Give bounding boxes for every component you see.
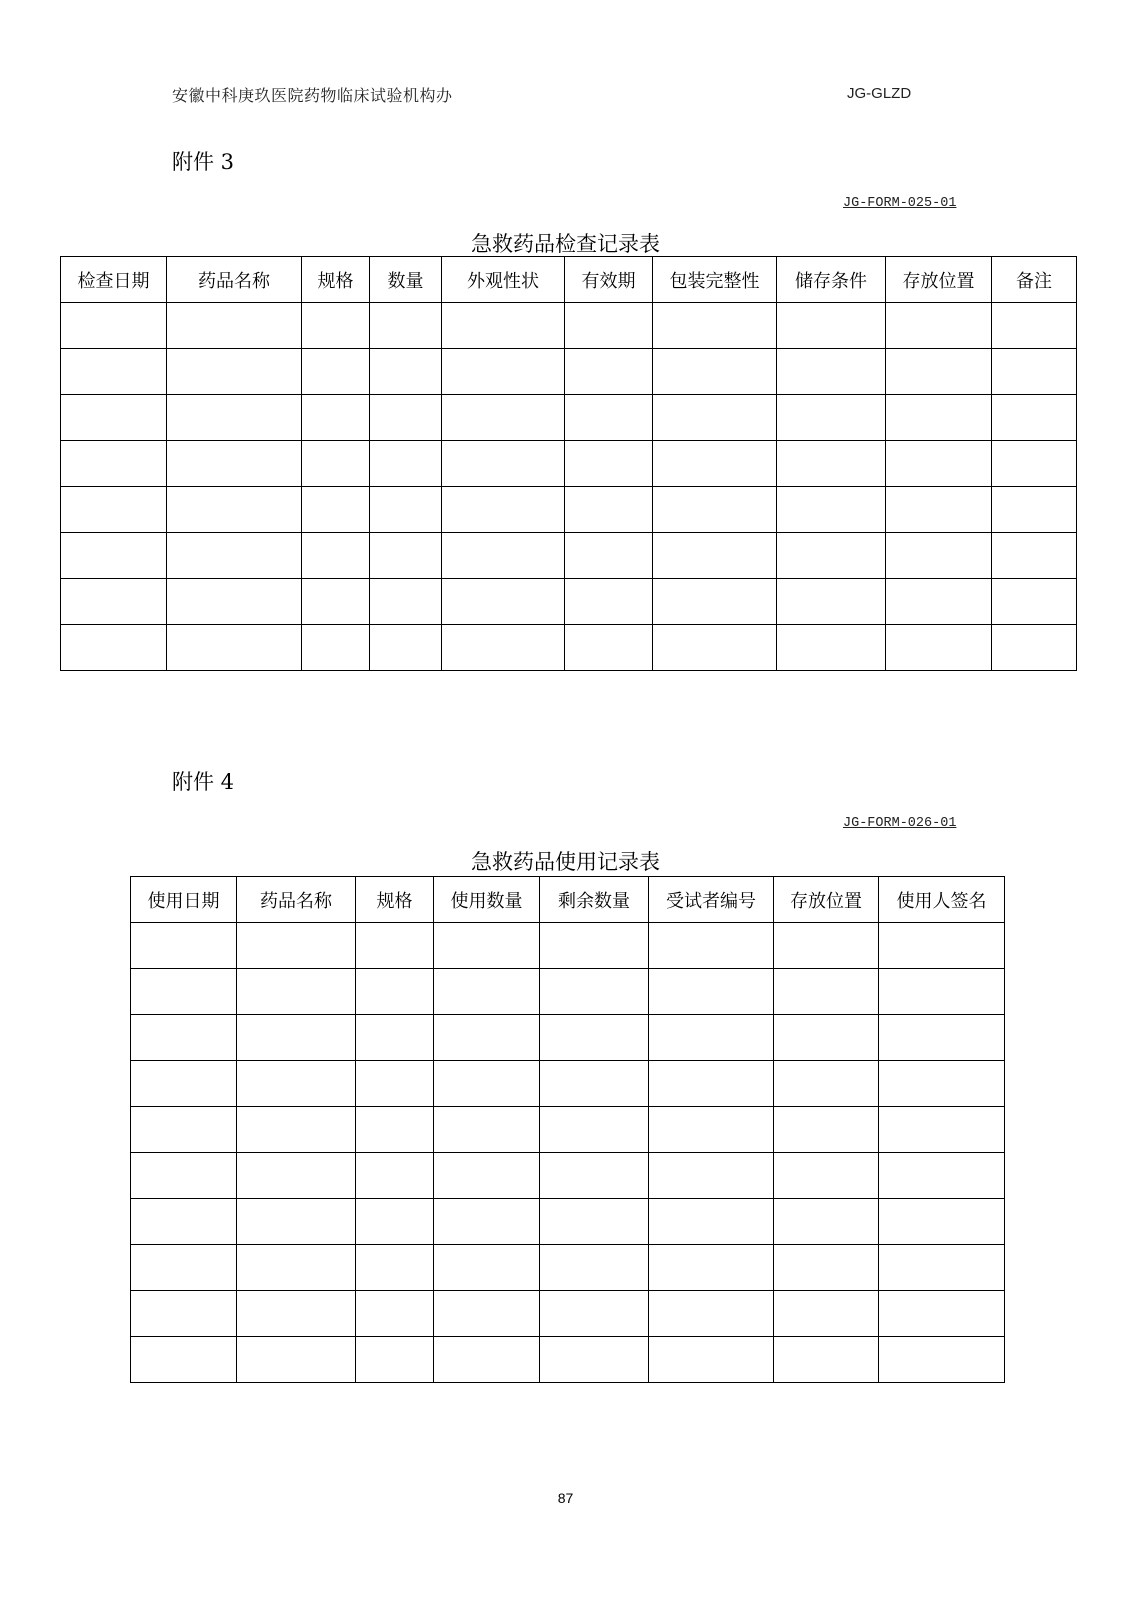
- table-cell[interactable]: [774, 1199, 879, 1245]
- attachment-3-form-code: JG-FORM-025-01: [843, 196, 957, 211]
- table-cell[interactable]: [302, 395, 370, 441]
- table-cell[interactable]: [540, 1107, 649, 1153]
- table-row: [131, 1291, 1005, 1337]
- column-header: 有效期: [565, 257, 653, 303]
- table-cell[interactable]: [61, 533, 167, 579]
- header-organization: 安徽中科庚玖医院药物临床试验机构办: [172, 86, 453, 105]
- table-cell[interactable]: [886, 579, 992, 625]
- table-cell[interactable]: [302, 303, 370, 349]
- table-cell[interactable]: [653, 579, 777, 625]
- table-cell[interactable]: [370, 395, 442, 441]
- table-cell[interactable]: [131, 923, 237, 969]
- table-cell[interactable]: [540, 1015, 649, 1061]
- column-header: 检查日期: [61, 257, 167, 303]
- table-cell[interactable]: [879, 1015, 1005, 1061]
- table-cell[interactable]: [442, 303, 565, 349]
- table-cell[interactable]: [540, 923, 649, 969]
- table-cell[interactable]: [649, 969, 774, 1015]
- table-cell[interactable]: [774, 1337, 879, 1383]
- table-cell[interactable]: [167, 533, 302, 579]
- table-cell[interactable]: [237, 923, 356, 969]
- table-cell[interactable]: [356, 1337, 434, 1383]
- table-header-row: [131, 877, 1005, 923]
- table-cell[interactable]: [653, 303, 777, 349]
- table-cell[interactable]: [992, 303, 1077, 349]
- table-cell[interactable]: [237, 1245, 356, 1291]
- table-cell[interactable]: [649, 1061, 774, 1107]
- table-cell[interactable]: [61, 303, 167, 349]
- table-row: [131, 1061, 1005, 1107]
- table-cell[interactable]: [565, 441, 653, 487]
- table-cell[interactable]: [442, 625, 565, 671]
- column-header: 存放位置: [774, 877, 879, 923]
- table-cell[interactable]: [167, 395, 302, 441]
- table-cell[interactable]: [370, 625, 442, 671]
- table-cell[interactable]: [131, 1153, 237, 1199]
- table-cell[interactable]: [237, 1061, 356, 1107]
- table-cell[interactable]: [649, 1245, 774, 1291]
- table-cell[interactable]: [442, 395, 565, 441]
- table-cell[interactable]: [774, 1291, 879, 1337]
- table-cell[interactable]: [774, 1245, 879, 1291]
- table-cell[interactable]: [879, 1199, 1005, 1245]
- table-cell[interactable]: [237, 969, 356, 1015]
- column-header: 使用人签名: [879, 877, 1005, 923]
- table-cell[interactable]: [237, 1291, 356, 1337]
- table-cell[interactable]: [774, 1061, 879, 1107]
- page-number: 87: [557, 1490, 574, 1506]
- table-cell[interactable]: [879, 969, 1005, 1015]
- table-cell[interactable]: [653, 487, 777, 533]
- attachment-3-title: 急救药品检查记录表: [471, 232, 660, 256]
- table-cell[interactable]: [653, 533, 777, 579]
- table-cell[interactable]: [540, 1337, 649, 1383]
- table-cell[interactable]: [356, 1199, 434, 1245]
- table-row: [61, 487, 1077, 533]
- table-cell[interactable]: [879, 1245, 1005, 1291]
- table-cell[interactable]: [442, 533, 565, 579]
- column-header: 规格: [356, 877, 434, 923]
- table-cell[interactable]: [131, 1199, 237, 1245]
- table-row: [131, 1107, 1005, 1153]
- table-cell[interactable]: [167, 441, 302, 487]
- table-header-row: [61, 257, 1077, 303]
- table-cell[interactable]: [434, 1291, 540, 1337]
- table-cell[interactable]: [302, 487, 370, 533]
- column-header: 剩余数量: [540, 877, 649, 923]
- table-cell[interactable]: [565, 487, 653, 533]
- table-cell[interactable]: [649, 1291, 774, 1337]
- table-cell[interactable]: [565, 395, 653, 441]
- table-cell[interactable]: [777, 625, 886, 671]
- column-header: 储存条件: [777, 257, 886, 303]
- table-cell[interactable]: [167, 579, 302, 625]
- table-cell[interactable]: [131, 1291, 237, 1337]
- table-cell[interactable]: [131, 1337, 237, 1383]
- table-cell[interactable]: [302, 533, 370, 579]
- table-cell[interactable]: [356, 1245, 434, 1291]
- table-cell[interactable]: [992, 625, 1077, 671]
- table-cell[interactable]: [565, 303, 653, 349]
- table-cell[interactable]: [649, 1337, 774, 1383]
- table-cell[interactable]: [777, 303, 886, 349]
- table-cell[interactable]: [302, 579, 370, 625]
- table-cell[interactable]: [777, 533, 886, 579]
- table-cell[interactable]: [992, 579, 1077, 625]
- table-cell[interactable]: [442, 487, 565, 533]
- table-cell[interactable]: [434, 1199, 540, 1245]
- table-cell[interactable]: [61, 395, 167, 441]
- table-cell[interactable]: [370, 349, 442, 395]
- table-cell[interactable]: [356, 1291, 434, 1337]
- table-cell[interactable]: [649, 1153, 774, 1199]
- column-header: 使用数量: [434, 877, 540, 923]
- table-cell[interactable]: [777, 349, 886, 395]
- table-cell[interactable]: [237, 1107, 356, 1153]
- table-cell[interactable]: [540, 1199, 649, 1245]
- table-cell[interactable]: [434, 1015, 540, 1061]
- column-header: 药品名称: [237, 877, 356, 923]
- table-cell[interactable]: [540, 1245, 649, 1291]
- table-cell[interactable]: [886, 303, 992, 349]
- column-header: 数量: [370, 257, 442, 303]
- table-cell[interactable]: [565, 533, 653, 579]
- table-cell[interactable]: [131, 1107, 237, 1153]
- table-cell[interactable]: [434, 923, 540, 969]
- table-cell[interactable]: [167, 487, 302, 533]
- table-cell[interactable]: [886, 349, 992, 395]
- table-cell[interactable]: [61, 349, 167, 395]
- table-cell[interactable]: [434, 1337, 540, 1383]
- table-cell[interactable]: [649, 1107, 774, 1153]
- table-cell[interactable]: [167, 625, 302, 671]
- table-cell[interactable]: [61, 579, 167, 625]
- table-cell[interactable]: [565, 579, 653, 625]
- table-cell[interactable]: [237, 1153, 356, 1199]
- table-cell[interactable]: [434, 1061, 540, 1107]
- table-cell[interactable]: [370, 487, 442, 533]
- table-cell[interactable]: [565, 349, 653, 395]
- table-cell[interactable]: [370, 303, 442, 349]
- table-cell[interactable]: [879, 1337, 1005, 1383]
- table-cell[interactable]: [540, 1291, 649, 1337]
- table-cell[interactable]: [370, 533, 442, 579]
- column-header: 存放位置: [886, 257, 992, 303]
- table-cell[interactable]: [356, 1015, 434, 1061]
- table-cell[interactable]: [565, 625, 653, 671]
- table-cell[interactable]: [131, 1061, 237, 1107]
- column-header: 外观性状: [442, 257, 565, 303]
- attachment-4-form-code: JG-FORM-026-01: [843, 816, 957, 831]
- table-cell[interactable]: [879, 923, 1005, 969]
- table-row: [61, 579, 1077, 625]
- table-cell[interactable]: [434, 1153, 540, 1199]
- table-cell[interactable]: [774, 1153, 879, 1199]
- table-cell[interactable]: [774, 969, 879, 1015]
- table-cell[interactable]: [442, 349, 565, 395]
- table-cell[interactable]: [886, 487, 992, 533]
- table-cell[interactable]: [434, 1245, 540, 1291]
- table-cell[interactable]: [131, 969, 237, 1015]
- table-cell[interactable]: [649, 1015, 774, 1061]
- table-cell[interactable]: [237, 1199, 356, 1245]
- table-row: [61, 533, 1077, 579]
- column-header: 药品名称: [167, 257, 302, 303]
- table-row: [131, 923, 1005, 969]
- table-cell[interactable]: [649, 1199, 774, 1245]
- table-cell[interactable]: [442, 579, 565, 625]
- table-cell[interactable]: [886, 625, 992, 671]
- table-cell[interactable]: [434, 969, 540, 1015]
- attachment-4-label: 附件 4: [172, 770, 235, 794]
- table-cell[interactable]: [879, 1153, 1005, 1199]
- table-cell[interactable]: [879, 1107, 1005, 1153]
- table-cell[interactable]: [653, 441, 777, 487]
- table-cell[interactable]: [61, 441, 167, 487]
- table-cell[interactable]: [167, 349, 302, 395]
- table-cell[interactable]: [992, 533, 1077, 579]
- table-row: [131, 1199, 1005, 1245]
- table-row: [131, 1337, 1005, 1383]
- table-row: [61, 395, 1077, 441]
- column-header: 包装完整性: [653, 257, 777, 303]
- table-cell[interactable]: [131, 1015, 237, 1061]
- table-cell[interactable]: [777, 487, 886, 533]
- table-cell[interactable]: [356, 1061, 434, 1107]
- table-cell[interactable]: [356, 969, 434, 1015]
- attachment-3-label: 附件 3: [172, 150, 235, 174]
- table-cell[interactable]: [540, 1153, 649, 1199]
- attachment-4-title: 急救药品使用记录表: [471, 850, 660, 874]
- table-row: [131, 1015, 1005, 1061]
- table-cell[interactable]: [653, 625, 777, 671]
- table-cell[interactable]: [653, 349, 777, 395]
- table-cell[interactable]: [777, 395, 886, 441]
- table-row: [61, 625, 1077, 671]
- table-cell[interactable]: [777, 441, 886, 487]
- table-cell[interactable]: [992, 441, 1077, 487]
- table-cell[interactable]: [237, 1015, 356, 1061]
- table-row: [131, 1245, 1005, 1291]
- table-cell[interactable]: [886, 441, 992, 487]
- table-cell[interactable]: [434, 1107, 540, 1153]
- table-cell[interactable]: [540, 1061, 649, 1107]
- table-cell[interactable]: [649, 923, 774, 969]
- table-cell[interactable]: [370, 579, 442, 625]
- inspection-record-table: [60, 256, 1077, 671]
- header-doc-code: JG-GLZD: [847, 85, 912, 102]
- column-header: 规格: [302, 257, 370, 303]
- table-cell[interactable]: [992, 349, 1077, 395]
- table-cell[interactable]: [879, 1291, 1005, 1337]
- table-cell[interactable]: [356, 1153, 434, 1199]
- table-cell[interactable]: [302, 441, 370, 487]
- table-cell[interactable]: [442, 441, 565, 487]
- table-row: [131, 1153, 1005, 1199]
- table-row: [131, 969, 1005, 1015]
- table-cell[interactable]: [302, 349, 370, 395]
- table-cell[interactable]: [886, 395, 992, 441]
- table-cell[interactable]: [131, 1245, 237, 1291]
- table-cell[interactable]: [61, 625, 167, 671]
- table-cell[interactable]: [774, 923, 879, 969]
- column-header: 备注: [992, 257, 1077, 303]
- table-cell[interactable]: [777, 579, 886, 625]
- table-cell[interactable]: [992, 487, 1077, 533]
- usage-record-table: [130, 876, 1005, 1383]
- table-cell[interactable]: [302, 625, 370, 671]
- table-cell[interactable]: [992, 395, 1077, 441]
- table-row: [61, 303, 1077, 349]
- table-cell[interactable]: [237, 1337, 356, 1383]
- column-header: 受试者编号: [649, 877, 774, 923]
- column-header: 使用日期: [131, 877, 237, 923]
- table-cell[interactable]: [356, 923, 434, 969]
- table-cell[interactable]: [774, 1015, 879, 1061]
- table-cell[interactable]: [879, 1061, 1005, 1107]
- table-cell[interactable]: [886, 533, 992, 579]
- table-cell[interactable]: [61, 487, 167, 533]
- table-cell[interactable]: [167, 303, 302, 349]
- table-row: [61, 349, 1077, 395]
- table-cell[interactable]: [653, 395, 777, 441]
- table-cell[interactable]: [370, 441, 442, 487]
- table-cell[interactable]: [540, 969, 649, 1015]
- table-cell[interactable]: [774, 1107, 879, 1153]
- table-row: [61, 441, 1077, 487]
- table-cell[interactable]: [356, 1107, 434, 1153]
